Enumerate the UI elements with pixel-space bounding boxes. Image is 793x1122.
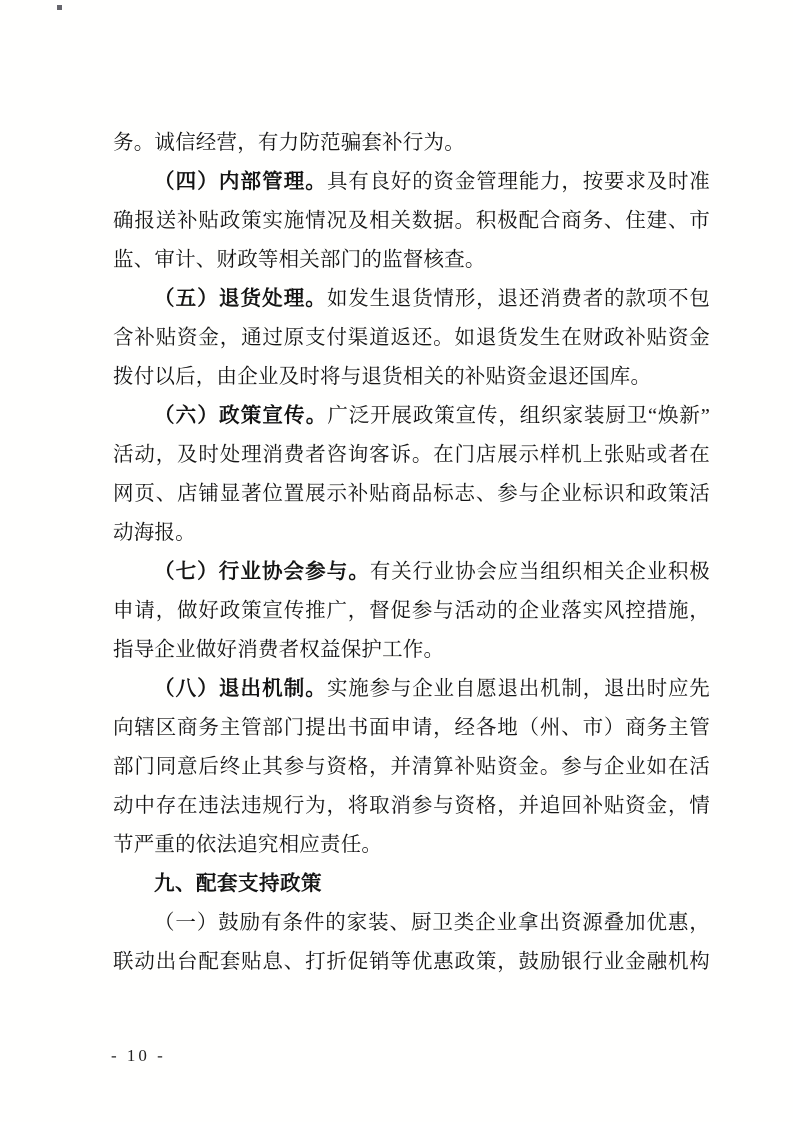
document-body <box>113 124 710 982</box>
text-line <box>113 358 710 397</box>
body-text: 指导企业做好消费者权益保护工作。 <box>113 639 445 661</box>
body-text: 含补贴资金，通过原支付渠道返还。如退货发生在财政补贴资金 <box>113 327 710 349</box>
text-line <box>113 475 710 514</box>
body-text: 动中存在违法违规行为，将取消参与资格，并追回补贴资金，情 <box>113 795 710 817</box>
text-line <box>113 709 710 748</box>
body-text: 如发生退货情形，退还消费者的款项不包 <box>326 288 710 310</box>
body-text: 监、审计、财政等相关部门的监督核查。 <box>113 249 486 271</box>
text-line <box>113 943 710 982</box>
text-line <box>113 748 710 787</box>
chapter-heading: 九、配套支持政策 <box>154 873 322 895</box>
text-line-continuation <box>113 124 710 163</box>
text-line-item-1 <box>113 904 710 943</box>
body-text: 网页、店铺显著位置展示补贴商品标志、参与企业标识和政策活 <box>113 483 710 505</box>
body-text: 具有良好的资金管理能力，按要求及时准 <box>326 171 710 193</box>
page-number: - 10 - <box>111 1046 166 1065</box>
text-line <box>113 514 710 553</box>
body-text: 活动，及时处理消费者咨询客诉。在门店展示样机上张贴或者在 <box>113 444 710 466</box>
body-text: 部门同意后终止其参与资格，并清算补贴资金。参与企业如在活 <box>113 756 710 778</box>
section-heading: （五）退货处理。 <box>154 288 327 310</box>
body-text: 动海报。 <box>113 522 196 544</box>
text-line-section-6 <box>113 397 710 436</box>
text-line <box>113 436 710 475</box>
body-text: 拨付以后，由企业及时将与退货相关的补贴资金退还国库。 <box>113 366 652 388</box>
text-line-chapter-9-heading <box>113 865 710 904</box>
text-line <box>113 826 710 865</box>
text-line <box>113 787 710 826</box>
body-text: 确报送补贴政策实施情况及相关数据。积极配合商务、住建、市 <box>113 210 710 232</box>
text-line-section-4 <box>113 163 710 202</box>
text-line <box>113 202 710 241</box>
section-heading: （八）退出机制。 <box>154 678 327 700</box>
scan-artifact-dot <box>57 5 62 10</box>
body-text: 广泛开展政策宣传，组织家装厨卫“焕新” <box>327 405 710 427</box>
text-line-section-7 <box>113 553 710 592</box>
text-line <box>113 241 710 280</box>
text-line <box>113 631 710 670</box>
section-heading: （四）内部管理。 <box>154 171 327 193</box>
body-text: 有关行业协会应当组织相关企业积极 <box>369 561 710 583</box>
body-text: 实施参与企业自愿退出机制，退出时应先 <box>326 678 710 700</box>
text-line-section-8 <box>113 670 710 709</box>
body-text: （一）鼓励有条件的家装、厨卫类企业拿出资源叠加优惠， <box>154 912 710 934</box>
body-text: 向辖区商务主管部门提出书面申请，经各地（州、市）商务主管 <box>113 717 710 739</box>
body-text: 节严重的依法追究相应责任。 <box>113 834 383 856</box>
body-text: 申请，做好政策宣传推广，督促参与活动的企业落实风控措施， <box>113 600 710 622</box>
section-heading: （七）行业协会参与。 <box>154 561 370 583</box>
body-text: 联动出台配套贴息、打折促销等优惠政策，鼓励银行业金融机构 <box>113 951 710 973</box>
body-text: 务。诚信经营，有力防范骗套补行为。 <box>113 132 465 154</box>
text-line-section-5 <box>113 280 710 319</box>
text-line <box>113 319 710 358</box>
section-heading: （六）政策宣传。 <box>154 405 328 427</box>
text-line <box>113 592 710 631</box>
